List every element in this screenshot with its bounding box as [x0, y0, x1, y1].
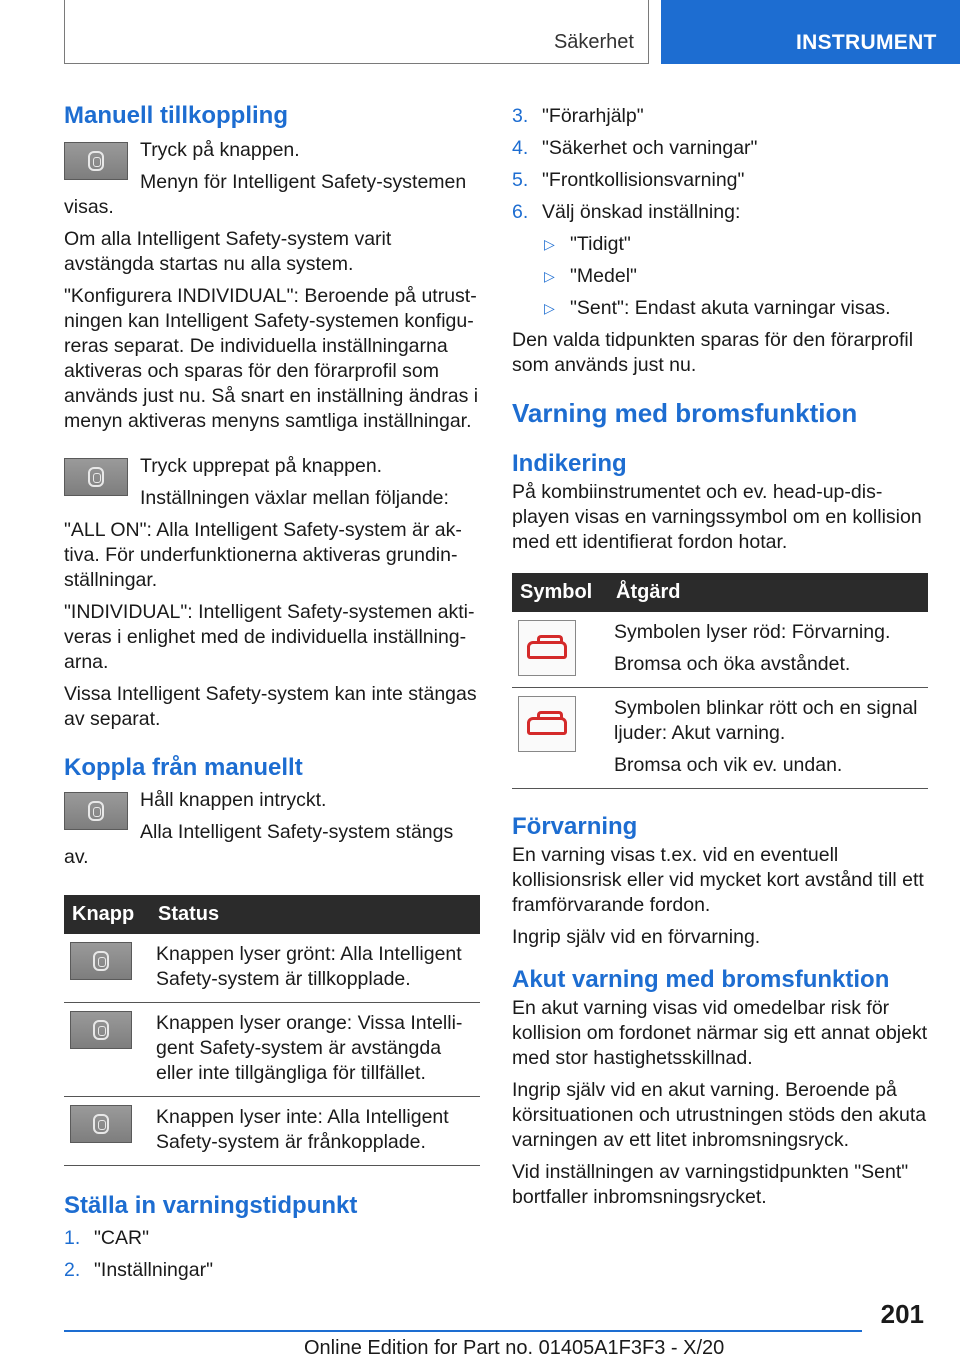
text-sent-note: Vid inställningen av varningstidpunkten "Sent" bortfaller inbromsningsrycket. — [512, 1161, 909, 1208]
heading-manual-off: Koppla från manuellt — [64, 754, 303, 781]
button-instruction-1 — [64, 138, 480, 227]
text-configure: "Konfigurera INDIVIDUAL": Beroende på utrustningen kan Intelligent Safety-systemen konfigureras separat. De individuella inställningarna aktiveras och sparas för den förarprofil som används just nu. Så snart en inställning ändras i menyn aktiveras menyns samtliga inställningar. — [64, 285, 479, 432]
heading-indication: Indikering — [512, 450, 627, 477]
text-press-button: Tryck på knappen. — [140, 139, 300, 161]
heading-manual-activation: Manuell tillkoppling — [64, 102, 288, 129]
status-text: Knappen lyser inte: Alla Intelligent Safety-system är frånkopplade. — [150, 1097, 480, 1166]
action-text: Symbolen lyser röd: Förvarning. — [614, 621, 891, 643]
list-item: 2. "Inställningar" — [64, 1259, 213, 1281]
button-instruction-3 — [64, 788, 480, 877]
collision-warning-car-icon — [518, 696, 576, 752]
table-row — [512, 612, 928, 688]
text-some-cannot: Vissa Intelligent Safety-system kan inte stängas av separat. — [64, 683, 477, 730]
safety-button-icon — [70, 1011, 132, 1049]
action-text: Bromsa och öka avståndet. — [614, 653, 851, 675]
list-item: ▷ "Sent": Endast akuta varningar visas. — [544, 297, 891, 319]
text-menu-shown: Menyn för Intelligent Safety-systemen visas. — [64, 171, 467, 218]
status-text: Knappen lyser orange: Vissa Intelligent Safety-system är avstängda eller inte tillgängliga för tillfället. — [150, 1003, 480, 1097]
table-header-status: Status — [150, 895, 480, 934]
list-item: ▷ "Tidigt" — [544, 233, 631, 255]
collision-warning-car-icon — [518, 620, 576, 676]
text-press-repeat: Tryck upprepat på knappen. — [140, 455, 383, 477]
triangle-bullet-icon: ▷ — [544, 268, 555, 284]
text-acute-act: Ingrip själv vid en akut varning. Beroende på körsituationen och utrustningen stöds den akuta varningen av ett litet inbromsningsryck. — [512, 1079, 927, 1151]
table-row — [64, 934, 480, 1003]
status-text: Knappen lyser grönt: Alla Intelligent Safety-system är tillkopplade. — [150, 934, 480, 1003]
table-header-action: Åtgärd — [608, 573, 928, 612]
footer-divider — [64, 1330, 862, 1332]
left-column — [64, 100, 480, 1290]
heading-brake-warning: Varning med bromsfunktion — [512, 398, 858, 428]
text-toggle: Inställningen växlar mellan följande: — [140, 487, 449, 509]
safety-button-icon — [70, 1105, 132, 1143]
list-item: 6. Välj önskad inställning: — [512, 201, 741, 223]
text-prewarning-act: Ingrip själv vid en förvarning. — [512, 926, 761, 948]
safety-button-icon — [70, 942, 132, 980]
heading-warning-timing: Ställa in varningstidpunkt — [64, 1192, 358, 1219]
table-row — [64, 1097, 480, 1166]
text-hold: Håll knappen intryckt. — [140, 789, 327, 811]
text-saved: Den valda tidpunkten sparas för den förarprofil som används just nu. — [512, 329, 914, 376]
steps-list-left — [64, 1226, 480, 1283]
button-status-table — [64, 895, 480, 1166]
text-individual: "INDIVIDUAL": Intelligent Safety-systemen aktiveras i enlighet med de individuella inställningarna. — [64, 601, 475, 673]
header-section-label: Säkerhet — [553, 31, 634, 53]
list-item: ▷ "Medel" — [544, 265, 637, 287]
table-header-button: Knapp — [64, 895, 150, 934]
table-row — [64, 1003, 480, 1097]
symbol-action-table — [512, 573, 928, 789]
heading-acute-warning: Akut varning med bromsfunktion — [512, 966, 890, 993]
text-prewarning: En varning visas t.ex. vid en eventuell kollisionsrisk eller vid mycket kort avstånd till ett framförvarande fordon. — [512, 844, 924, 916]
options-list — [512, 232, 928, 321]
list-item: 5. "Frontkollisionsvarning" — [512, 169, 745, 191]
right-column — [512, 100, 928, 1217]
footer-edition: Online Edition for Part no. 01405A1F3F3 - X/20 — [304, 1337, 725, 1359]
action-text: Symbolen blinkar rött och en signal ljuder: Akut varning. — [614, 697, 918, 744]
header-section-box — [64, 0, 649, 64]
safety-button-icon — [64, 142, 128, 180]
safety-button-icon — [64, 792, 128, 830]
page-number: 201 — [880, 1299, 924, 1329]
heading-prewarning: Förvarning — [512, 813, 638, 840]
list-item: 1. "CAR" — [64, 1227, 150, 1249]
triangle-bullet-icon: ▷ — [544, 300, 555, 316]
text-all-off: Om alla Intelligent Safety-system varit avstängda startas nu alla system. — [64, 228, 392, 275]
action-text: Bromsa och vik ev. undan. — [614, 754, 843, 776]
text-indication: På kombiinstrumentet och ev. head-up-displayen visas en varningssymbol om en kollision med ett identifierat fordon hotar. — [512, 481, 922, 553]
header-chapter-box — [661, 0, 960, 64]
text-all-disabled: Alla Intelligent Safety-system stängs av. — [64, 821, 454, 868]
table-row — [512, 688, 928, 789]
list-item: 4. "Säkerhet och varningar" — [512, 137, 758, 159]
text-all-on: "ALL ON": Alla Intelligent Safety-system är aktiva. För underfunktionerna aktiveras grundinställningar. — [64, 519, 462, 591]
button-instruction-2 — [64, 454, 480, 518]
table-header-symbol: Symbol — [512, 573, 608, 612]
list-item: 3. "Förarhjälp" — [512, 105, 644, 127]
safety-button-icon — [64, 458, 128, 496]
steps-list-right — [512, 104, 928, 225]
triangle-bullet-icon: ▷ — [544, 236, 555, 252]
text-acute: En akut varning visas vid omedelbar risk för kollision om fordonet närmar sig ett annat objekt med stor hastighetsskillnad. — [512, 997, 928, 1069]
header-chapter-label: INSTRUMENT — [796, 31, 937, 54]
